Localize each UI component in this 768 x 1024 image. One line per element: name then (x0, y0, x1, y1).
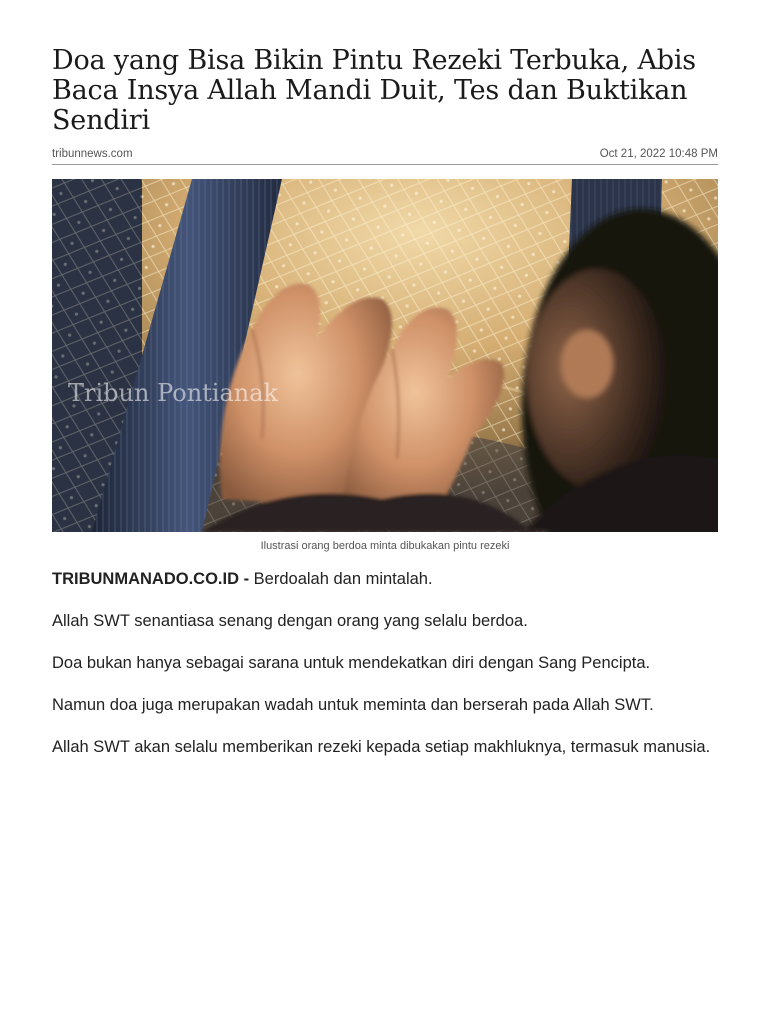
paragraph-2: Allah SWT senantiasa senang dengan orang yang selalu berdoa. (52, 612, 528, 630)
paragraph-1-text: Berdoalah dan mintalah. (253, 570, 433, 588)
paragraph-3: Doa bukan hanya sebagai sarana untuk mendekatkan diri dengan Sang Pencipta. (52, 654, 651, 672)
prayer-illustration (52, 179, 718, 532)
paragraph-4: Namun doa juga merupakan wadah untuk meminta dan berserah pada Allah SWT. (52, 696, 654, 714)
article-date: Oct 21, 2022 10:48 PM (599, 148, 718, 160)
hero-image (52, 179, 718, 532)
watermark-text: Tribun Pontianak (68, 379, 279, 407)
paragraph-5: Allah SWT akan selalu memberikan rezeki kepada setiap makhluknya, termasuk manusia. (52, 738, 711, 756)
image-caption: Ilustrasi orang berdoa minta dibukakan pintu rezeki (260, 540, 510, 552)
article-source[interactable]: tribunnews.com (52, 148, 133, 160)
article (52, 46, 718, 778)
article-body (52, 568, 718, 758)
article-meta (52, 148, 718, 165)
paragraph-1 (52, 568, 718, 590)
dateline: TRIBUNMANADO.CO.ID - (52, 570, 250, 588)
article-headline: Doa yang Bisa Bikin Pintu Rezeki Terbuka, Abis Baca Insya Allah Mandi Duit, Tes dan Buktikan Sendiri (52, 45, 696, 136)
